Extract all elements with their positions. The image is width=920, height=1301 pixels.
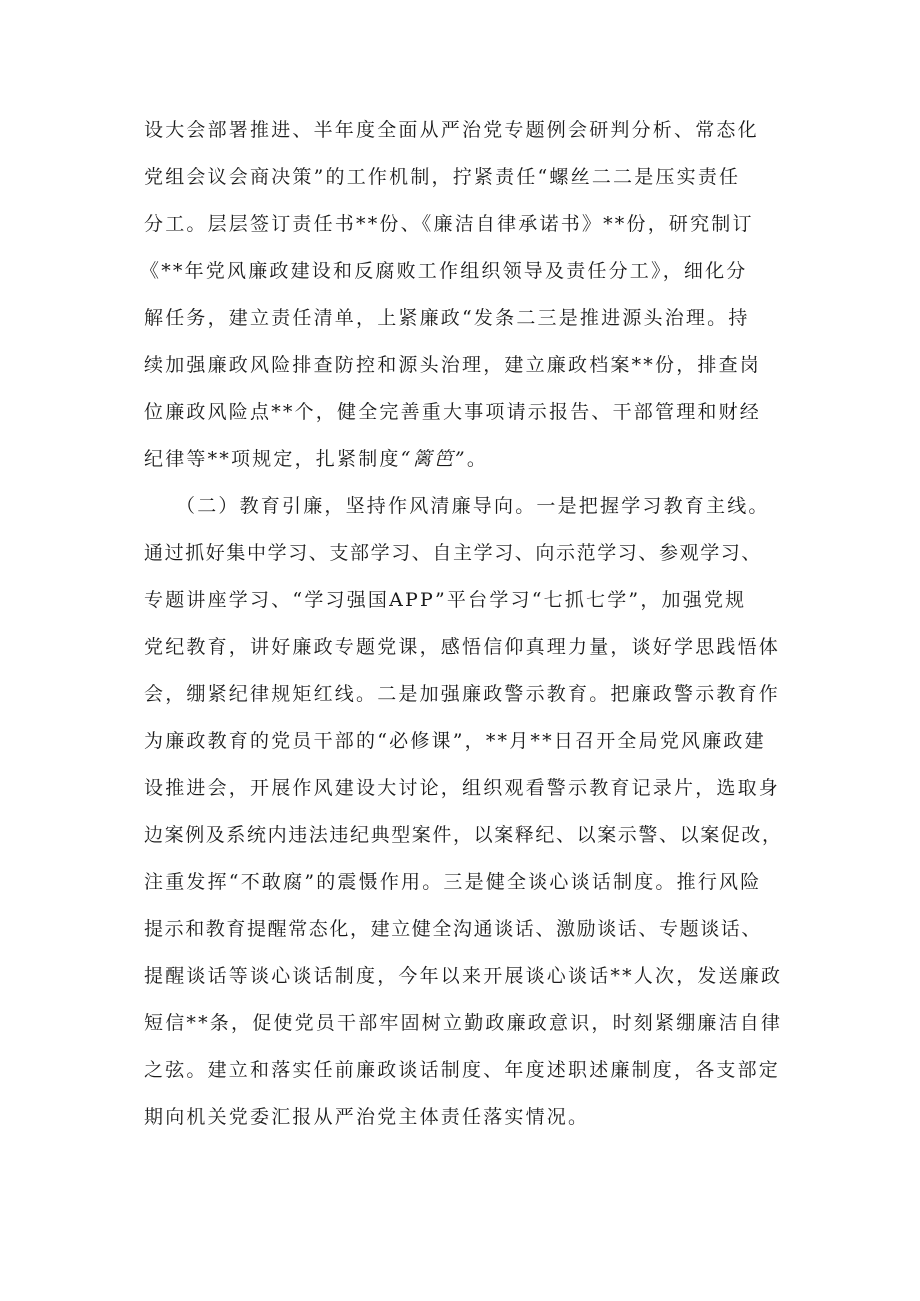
text-segment-tail: 。 <box>466 448 489 470</box>
text-segment: 纪律等**项规定，扎紧制度 <box>144 448 401 470</box>
text-line: 期向机关党委汇报从严治党主体责任落实情况。 <box>144 1106 590 1128</box>
text-line: 会，绷紧纪律规矩红线。二是加强廉政警示教育。把廉政警示教育作 <box>144 683 781 705</box>
text-line: 《**年党风廉政建设和反腐败工作组织领导及责任分工》，细化分 <box>140 260 748 282</box>
text-line: 续加强廉政风险排查防控和源头治理，建立廉政档案**份，排查岗 <box>144 354 762 376</box>
text-line: 通过抓好集中学习、支部学习、自主学习、向示范学习、参观学习、 <box>144 542 763 564</box>
text-line: 短信**条，促使党员干部牢固树立勤政廉政意识，时刻紧绷廉洁自律 <box>144 1012 783 1034</box>
text-line: 党纪教育，讲好廉政专题党课，感悟信仰真理力量，谈好学思践悟体 <box>144 636 781 658</box>
text-line: 注重发挥“不敢腐”的震慑作用。三是健全谈心谈话制度。推行风险 <box>144 871 762 893</box>
text-line: 党组会议会商决策”的工作机制，拧紧责任“螺丝二二是压实责任 <box>144 166 741 188</box>
text-line: 专题讲座学习、“学习强国APP”平台学习“七抓七学”，加强党规 <box>144 589 747 611</box>
text-line: 之弦。建立和落实任前廉政谈话制度、年度述职述廉制度，各支部定 <box>144 1059 781 1081</box>
text-line: 位廉政风险点**个，健全完善重大事项请示报告、干部管理和财经 <box>144 401 762 423</box>
text-line-last <box>144 447 488 471</box>
text-line: 提示和教育提醒常态化，建立健全沟通谈话、激励谈话、专题谈话、 <box>144 918 763 940</box>
text-line: 解任务，建立责任清单，上紧廉政“发条二三是推进源头治理。持 <box>144 307 750 329</box>
text-line: 为廉政教育的党员干部的“必修课”，**月**日召开全局党风廉政建 <box>144 730 766 752</box>
text-line: 设大会部署推进、半年度全面从严治党专题例会研判分析、常态化 <box>144 119 759 141</box>
emphasis-text: “篱笆” <box>400 448 467 470</box>
text-line: 边案例及系统内违法违纪典型案件，以案释纪、以案示警、以案促改， <box>144 824 783 846</box>
text-line: 提醒谈话等谈心谈话制度，今年以来开展谈心谈话**人次，发送廉政 <box>144 965 783 987</box>
section-heading-line: （二）教育引廉，坚持作风清廉导向。一是把握学习教育主线。 <box>176 495 770 517</box>
text-line: 分工。层层签订责任书**份、《廉洁自律承诺书》**份，研究制订 <box>144 213 754 235</box>
text-line: 设推进会，开展作风建设大讨论，组织观看警示教育记录片，选取身 <box>144 777 781 799</box>
